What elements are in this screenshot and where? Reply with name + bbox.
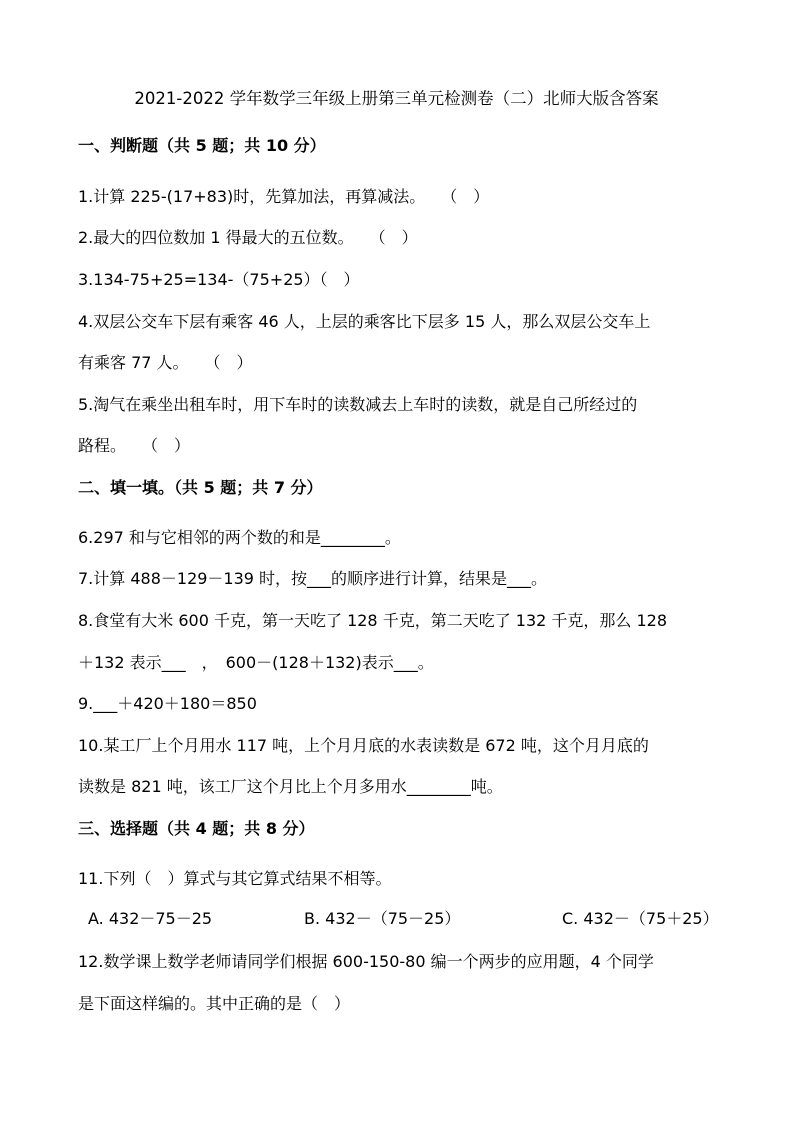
question-4-line-1: 4.双层公交车下层有乘客 46 人，上层的乘客比下层多 15 人，那么双层公交车上 xyxy=(78,312,651,331)
question-10-line-1: 10.某工厂上个月用水 117 吨，上个月月底的水表读数是 672 吨，这个月月底的 xyxy=(78,736,649,755)
choice-b: B. 432－（75－25） xyxy=(304,909,461,928)
question-6: 6.297 和与它相邻的两个数的和是________。 xyxy=(78,528,401,547)
section-heading-fill-in: 二、填一填。（共 5 题；共 7 分） xyxy=(78,478,323,497)
question-12-line-2: 是下面这样编的。其中正确的是（ ） xyxy=(78,994,351,1013)
document-title: 2021-2022 学年数学三年级上册第三单元检测卷（二）北师大版含答案 xyxy=(134,89,659,108)
question-9: 9.___＋420＋180＝850 xyxy=(78,694,257,713)
section-heading-choice: 三、选择题（共 4 题；共 8 分） xyxy=(78,819,315,838)
question-8-line-2: ＋132 表示___ ， 600－(128＋132)表示___。 xyxy=(78,653,434,672)
question-4-line-2: 有乘客 77 人。 （ ） xyxy=(78,353,253,372)
choice-a: A. 432－75－25 xyxy=(88,909,213,928)
question-5-line-1: 5.淘气在乘坐出租车时，用下车时的读数减去上车时的读数，就是自己所经过的 xyxy=(78,395,638,414)
choice-c: C. 432－（75＋25） xyxy=(562,909,719,928)
question-11-choices xyxy=(88,906,728,932)
question-7: 7.计算 488－129－139 时，按___的顺序进行计算，结果是___。 xyxy=(78,569,548,588)
question-8-line-1: 8.食堂有大米 600 千克，第一天吃了 128 千克，第二天吃了 132 千克，那么 128 xyxy=(78,611,668,630)
question-1: 1.计算 225-(17+83)时，先算加法，再算减法。 （ ） xyxy=(78,187,490,206)
question-3: 3.134-75+25=134-（75+25）（ ） xyxy=(78,270,360,289)
section-heading-judgment: 一、判断题（共 5 题；共 10 分） xyxy=(78,136,326,155)
question-5-line-2: 路程。 （ ） xyxy=(78,436,191,455)
question-2: 2.最大的四位数加 1 得最大的五位数。 （ ） xyxy=(78,228,418,247)
question-10-line-2: 读数是 821 吨，该工厂这个月比上个月多用水________吨。 xyxy=(78,777,503,796)
question-11: 11.下列（ ）算式与其它算式结果不相等。 xyxy=(78,869,392,888)
question-12-line-1: 12.数学课上数学老师请同学们根据 600-150-80 编一个两步的应用题，4 个同学 xyxy=(78,952,654,971)
